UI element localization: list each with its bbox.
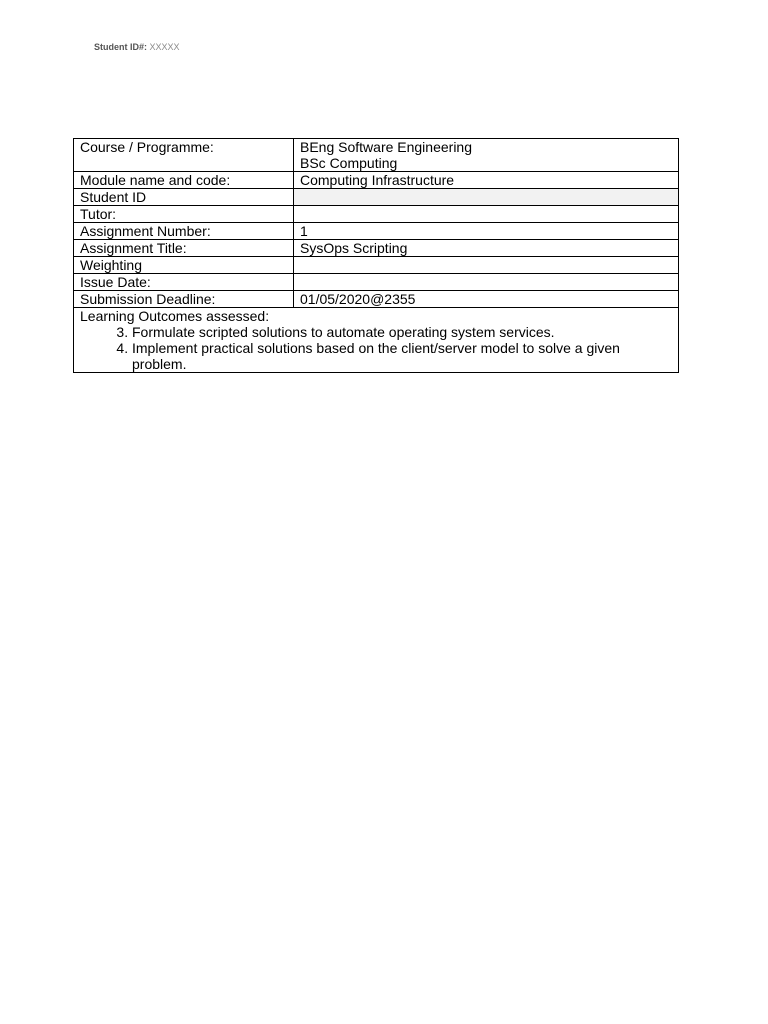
module-value: Computing Infrastructure — [294, 172, 679, 189]
learning-outcomes-cell — [74, 308, 679, 373]
issue-date-value — [294, 274, 679, 291]
student-id-header — [94, 42, 180, 52]
assignment-title-value: SysOps Scripting — [294, 240, 679, 257]
weighting-value — [294, 257, 679, 274]
row-deadline — [74, 291, 679, 308]
row-learning-outcomes — [74, 308, 679, 373]
learning-outcomes-list — [80, 324, 672, 372]
assignment-number-value: 1 — [294, 223, 679, 240]
student-id-row-value — [294, 189, 679, 206]
assignment-info-table — [73, 138, 679, 373]
course-value-line1: BEng Software Engineering — [300, 139, 472, 155]
course-label: Course / Programme: — [74, 139, 294, 172]
student-id-label: Student ID#: — [94, 42, 147, 52]
assignment-number-label: Assignment Number: — [74, 223, 294, 240]
student-id-value: XXXXX — [149, 42, 180, 52]
weighting-label: Weighting — [74, 257, 294, 274]
row-course — [74, 139, 679, 172]
module-label: Module name and code: — [74, 172, 294, 189]
row-weighting — [74, 257, 679, 274]
tutor-value — [294, 206, 679, 223]
row-assignment-title — [74, 240, 679, 257]
issue-date-label: Issue Date: — [74, 274, 294, 291]
deadline-value: 01/05/2020@2355 — [294, 291, 679, 308]
tutor-label: Tutor: — [74, 206, 294, 223]
course-value — [294, 139, 679, 172]
deadline-label: Submission Deadline: — [74, 291, 294, 308]
learning-outcome-item: 3. Formulate scripted solutions to automate operating system services. — [132, 324, 672, 340]
learning-outcome-item: 4. Implement practical solutions based on the client/server model to solve a given problem. — [132, 340, 672, 372]
student-id-row-label: Student ID — [74, 189, 294, 206]
row-tutor — [74, 206, 679, 223]
course-value-line2: BSc Computing — [300, 155, 398, 171]
learning-outcomes-label: Learning Outcomes assessed: — [80, 308, 270, 324]
row-student-id — [74, 189, 679, 206]
row-issue-date — [74, 274, 679, 291]
row-module — [74, 172, 679, 189]
assignment-title-label: Assignment Title: — [74, 240, 294, 257]
row-assignment-number — [74, 223, 679, 240]
